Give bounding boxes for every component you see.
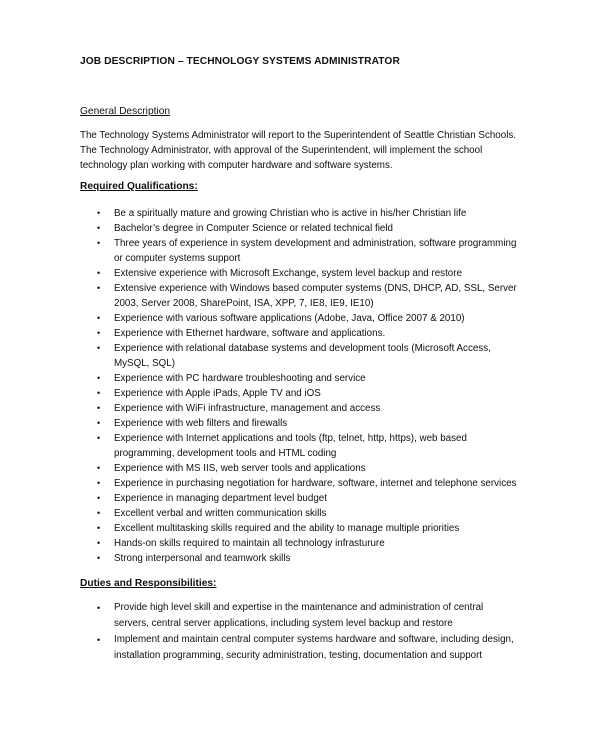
list-item-text: Be a spiritually mature and growing Christian who is active in his/her Christian life (114, 208, 467, 219)
list-item (80, 371, 520, 386)
list-item (80, 221, 520, 236)
list-item-text: Extensive experience with Microsoft Exchange, system level backup and restore (114, 268, 462, 279)
list-item (80, 311, 520, 326)
list-item-text: Experience in purchasing negotiation for hardware, software, internet and telephone services (114, 478, 517, 489)
bullet-icon: • (97, 388, 101, 398)
list-item-text: Strong interpersonal and teamwork skills (114, 553, 291, 564)
list-item (80, 326, 520, 341)
bullet-icon: • (97, 238, 101, 248)
list-item (80, 281, 520, 311)
list-item-text: Provide high level skill and expertise in the maintenance and administration of central servers, central server applications, including system level backup and restore (114, 602, 484, 629)
bullet-icon: • (97, 538, 101, 548)
list-item (80, 600, 520, 632)
list-item-text: Experience with Internet applications and tools (ftp, telnet, http, https), web based programming, development tools and HTML coding (114, 433, 467, 459)
bullet-icon: • (97, 418, 101, 428)
list-item (80, 341, 520, 371)
list-item (80, 506, 520, 521)
bullet-icon: • (97, 223, 101, 233)
list-item-text: Three years of experience in system development and administration, software programming or computer systems support (114, 238, 517, 264)
bullet-icon: • (97, 283, 101, 293)
bullet-icon: • (97, 493, 101, 503)
list-item (80, 386, 520, 401)
list-item-text: Experience with web filters and firewalls (114, 418, 288, 429)
bullet-icon: • (97, 478, 101, 488)
list-item-text: Experience with Ethernet hardware, software and applications. (114, 328, 386, 339)
list-item-text: Experience with MS IIS, web server tools and applications (114, 463, 366, 474)
bullet-icon: • (97, 328, 101, 338)
required-qualifications-list (80, 206, 520, 566)
list-item (80, 461, 520, 476)
list-item (80, 206, 520, 221)
list-item-text: Excellent verbal and written communication skills (114, 508, 327, 519)
bullet-icon: • (97, 313, 101, 323)
list-item-text: Extensive experience with Windows based computer systems (DNS, DHCP, AD, SSL, Server 2003, Server 2008, SharePoint, ISA, XPP, 7, IE8, IE9, IE10) (114, 283, 517, 309)
list-item-text: Bachelor’s degree in Computer Science or related technical field (114, 223, 394, 234)
bullet-icon: • (97, 553, 101, 563)
list-item-text: Hands-on skills required to maintain all technology infrasturure (114, 538, 385, 549)
bullet-icon: • (97, 373, 101, 383)
list-item (80, 536, 520, 551)
list-item (80, 266, 520, 281)
list-item (80, 632, 520, 664)
document-title: JOB DESCRIPTION – TECHNOLOGY SYSTEMS ADMINISTRATOR (80, 56, 400, 67)
required-qualifications-heading: Required Qualifications: (80, 181, 198, 192)
list-item (80, 491, 520, 506)
bullet-icon: • (97, 523, 101, 533)
list-item-text: Experience with various software applications (Adobe, Java, Office 2007 & 2010) (114, 313, 465, 324)
list-item (80, 236, 520, 266)
bullet-icon: • (97, 433, 101, 443)
bullet-icon: • (97, 463, 101, 473)
list-item (80, 416, 520, 431)
list-item-text: Experience with PC hardware troubleshooting and service (114, 373, 366, 384)
list-item-text: Experience with Apple iPads, Apple TV and iOS (114, 388, 321, 399)
bullet-icon: • (97, 635, 101, 645)
bullet-icon: • (97, 268, 101, 278)
general-description-text: The Technology Systems Administrator will report to the Superintendent of Seattle Christian Schools. The Technology Administrator, with approval of the Superintendent, will implement the school technology plan working with computer hardware and software systems. (80, 130, 517, 171)
list-item-text: Experience in managing department level budget (114, 493, 327, 504)
bullet-icon: • (97, 508, 101, 518)
bullet-icon: • (97, 208, 101, 218)
list-item-text: Implement and maintain central computer systems hardware and software, including design, installation programming, security administration, testing, documentation and support (114, 634, 514, 661)
bullet-icon: • (97, 403, 101, 413)
bullet-icon: • (97, 603, 101, 613)
bullet-icon: • (97, 343, 101, 353)
list-item (80, 551, 520, 566)
list-item (80, 431, 520, 461)
list-item (80, 521, 520, 536)
list-item-text: Experience with relational database systems and development tools (Microsoft Access, MySQL, SQL) (114, 343, 491, 369)
duties-heading: Duties and Responsibilities: (80, 578, 217, 589)
general-description-heading: General Description (80, 106, 171, 117)
list-item (80, 401, 520, 416)
list-item-text: Experience with WiFi infrastructure, management and access (114, 403, 381, 414)
list-item-text: Excellent multitasking skills required and the ability to manage multiple priorities (114, 523, 460, 534)
duties-list (80, 600, 520, 664)
list-item (80, 476, 520, 491)
